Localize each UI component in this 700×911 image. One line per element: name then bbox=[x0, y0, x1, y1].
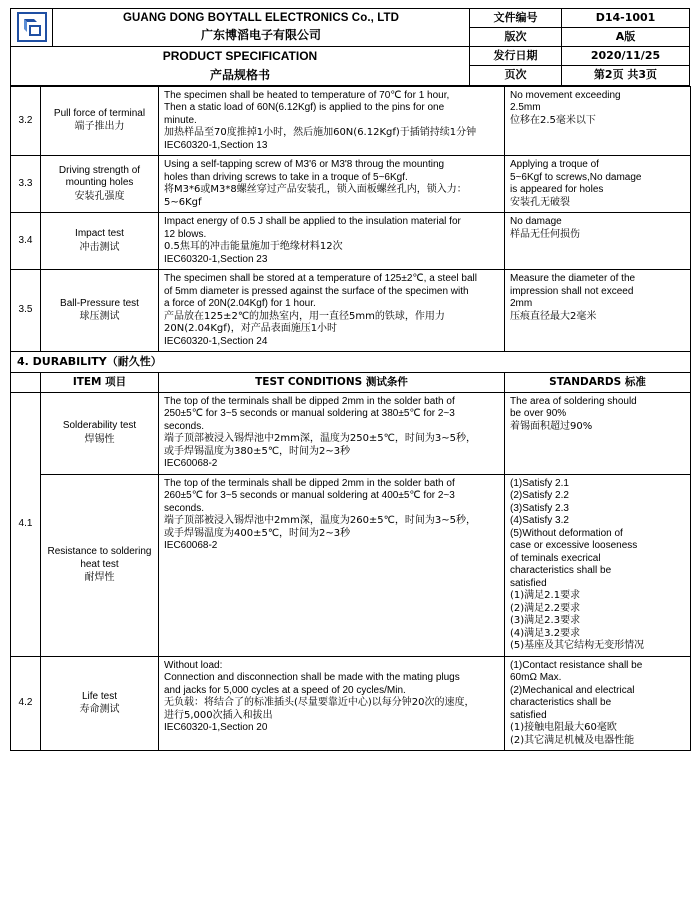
row-item-en: Resistance to soldering heat test bbox=[47, 546, 152, 570]
column-header-row bbox=[11, 372, 691, 392]
row-item-cn: 端子推出力 bbox=[74, 121, 125, 133]
row-standard: Measure the diameter of the impression shall not exceed 2mm 压痕直径最大2毫米 bbox=[505, 270, 691, 352]
section-title: 4. DURABILITY（耐久性） bbox=[11, 352, 691, 373]
row-standard: No damage 样品无任何损伤 bbox=[505, 213, 691, 270]
table-row bbox=[11, 86, 691, 156]
row-item-cn: 冲击测试 bbox=[79, 241, 120, 253]
row-standard: Applying a troque of 5~6Kgf to screws,No damage is appeared for holes 安装孔无破裂 bbox=[505, 156, 691, 213]
row-item bbox=[41, 156, 159, 213]
row-condition: The specimen shall be heated to temperature of 70℃ for 1 hour, Then a static load of 60N(6.12Kgf) is applied to the pins for one minute. 加热样品至70度推掉1小时，然后施加60N(6.12Kgf)于插销持续1分钟 IEC60320-1,Section 13 bbox=[159, 86, 505, 156]
row-item-cn: 焊锡性 bbox=[84, 433, 115, 445]
page-value: 第2页 共3页 bbox=[562, 66, 690, 86]
row-condition: The specimen shall be stored at a temperature of 125±2℃, a steel ball of 5mm diameter is pressed against the surface of the specimen with a force of 20N(2.04Kgf) for 1 hour. 产品放在125±2℃的加热室内，用一直径5mm的铁球，作用力 20N(2.04Kgf)，对产品表面施压1小时 IEC60320-1,Section 24 bbox=[159, 270, 505, 352]
company-name-cn: 广东博滔电子有限公司 bbox=[200, 28, 321, 43]
row-item-en: Impact test bbox=[75, 228, 124, 239]
issue-date-value: 2020/11/25 bbox=[562, 46, 690, 66]
row-standard: (1)Satisfy 2.1 (2)Satisfy 2.2 (3)Satisfy 2.3 (4)Satisfy 3.2 (5)Without deformation of case or excessive looseness of teminals execrical characteristics shall be satisfied (1)满足2.1要求 (2)满足2.2要求 (3)满足2.3要求 (4)满足3.2要求 (5)基座及其它结构无变形情况 bbox=[505, 474, 691, 656]
row-condition: The top of the terminals shall be dipped 2mm in the solder bath of 260±5℃ for 3~5 seconds or manual soldering at 400±5℃ for 2~3 seconds. 端子顶部被浸入锡焊池中2mm深，温度为260±5℃，时间为3~5秒， 或手焊锡温度为400±5℃，时间为2~3秒 IEC60068-2 bbox=[159, 474, 505, 656]
row-item-en: Driving strength of mounting holes bbox=[58, 164, 141, 189]
section-header-row bbox=[11, 352, 691, 373]
col-header-item: ITEM 项目 bbox=[41, 372, 159, 392]
col-header-no bbox=[11, 372, 41, 392]
spec-title-cell bbox=[11, 46, 470, 85]
col-header-conditions: TEST CONDITIONS 测试条件 bbox=[159, 372, 505, 392]
row-item-en: Solderability test bbox=[62, 420, 137, 432]
row-item bbox=[41, 270, 159, 352]
row-number: 3.3 bbox=[11, 156, 41, 213]
row-condition: Without load: Connection and disconnection shall be made with the mating plugs and jacks for 5,000 cycles at a speed of 20 cycles/Min. 无负载：将结合了的标准插头(尽量要靠近中心)以每分钟20次的速度， 进行5,000次插入和拔出 IEC60320-1,Section 20 bbox=[159, 656, 505, 751]
row-standard: No movement exceeding 2.5mm 位移在2.5毫米以下 bbox=[505, 86, 691, 156]
spec-title-en: PRODUCT SPECIFICATION bbox=[162, 48, 318, 63]
document-header bbox=[10, 8, 690, 86]
row-standard: (1)Contact resistance shall be 60mΩ Max. (2)Mechanical and electrical characteristics shall be satisfied (1)接触电阻最大60毫欧 (2)其它满足机械及电器性能 bbox=[505, 656, 691, 751]
revision-label: 版次 bbox=[470, 27, 562, 46]
row-number: 3.5 bbox=[11, 270, 41, 352]
row-item bbox=[41, 656, 159, 751]
row-item-en: Pull force of terminal bbox=[53, 107, 146, 119]
row-item-cn: 耐焊性 bbox=[84, 572, 115, 584]
spec-title-cn: 产品规格书 bbox=[209, 67, 270, 82]
doc-number-value: D14-1001 bbox=[562, 9, 690, 28]
revision-value: A版 bbox=[562, 27, 690, 46]
row-item bbox=[41, 213, 159, 270]
table-row bbox=[11, 392, 691, 474]
row-item bbox=[41, 392, 159, 474]
page-label: 页次 bbox=[470, 66, 562, 86]
row-standard: The area of soldering should be over 90% 着锡面积超过90% bbox=[505, 392, 691, 474]
table-row bbox=[11, 270, 691, 352]
row-number: 3.4 bbox=[11, 213, 41, 270]
row-item-en: Life test bbox=[81, 690, 118, 702]
col-header-standards: STANDARDS 标准 bbox=[505, 372, 691, 392]
row-number: 4.1 bbox=[11, 392, 41, 656]
row-item-cn: 球压测试 bbox=[79, 311, 120, 322]
company-name-cell bbox=[53, 9, 470, 47]
row-item-cn: 安装孔强度 bbox=[74, 190, 125, 202]
row-item-en: Ball-Pressure test bbox=[60, 297, 139, 309]
row-number: 3.2 bbox=[11, 86, 41, 156]
row-item bbox=[41, 474, 159, 656]
boytall-logo-icon bbox=[17, 12, 47, 42]
table-row bbox=[11, 156, 691, 213]
row-condition: Impact energy of 0.5 J shall be applied to the insulation material for 12 blows. 0.5焦耳的冲击能量施加于绝缘材料12次 IEC60320-1,Section 23 bbox=[159, 213, 505, 270]
row-condition: Using a self-tapping screw of M3'6 or M3'8 throug the mounting holes than driving screws to take in a troque of 5~6Kgf. 将M3*6或M3*8螺丝穿过产品安装孔，锁入面板螺丝孔内，锁入力： 5~6Kgf bbox=[159, 156, 505, 213]
row-item bbox=[41, 86, 159, 156]
row-condition: The top of the terminals shall be dipped 2mm in the solder bath of 250±5℃ for 3~5 seconds or manual soldering at 380±5℃ for 2~3 seconds. 端子顶部被浸入锡焊池中2mm深，温度为250±5℃，时间为3~5秒， 或手焊锡温度为380±5℃，时间为2~3秒 IEC60068-2 bbox=[159, 392, 505, 474]
company-logo bbox=[11, 9, 53, 47]
issue-date-label: 发行日期 bbox=[470, 46, 562, 66]
row-number: 4.2 bbox=[11, 656, 41, 751]
row-item-cn: 寿命测试 bbox=[79, 704, 120, 716]
table-row bbox=[11, 213, 691, 270]
table-row bbox=[11, 474, 691, 656]
specification-table bbox=[10, 86, 691, 752]
company-name-en: GUANG DONG BOYTALL ELECTRONICS Co., LTD bbox=[122, 12, 400, 25]
doc-number-label: 文件编号 bbox=[470, 9, 562, 28]
table-row bbox=[11, 656, 691, 751]
